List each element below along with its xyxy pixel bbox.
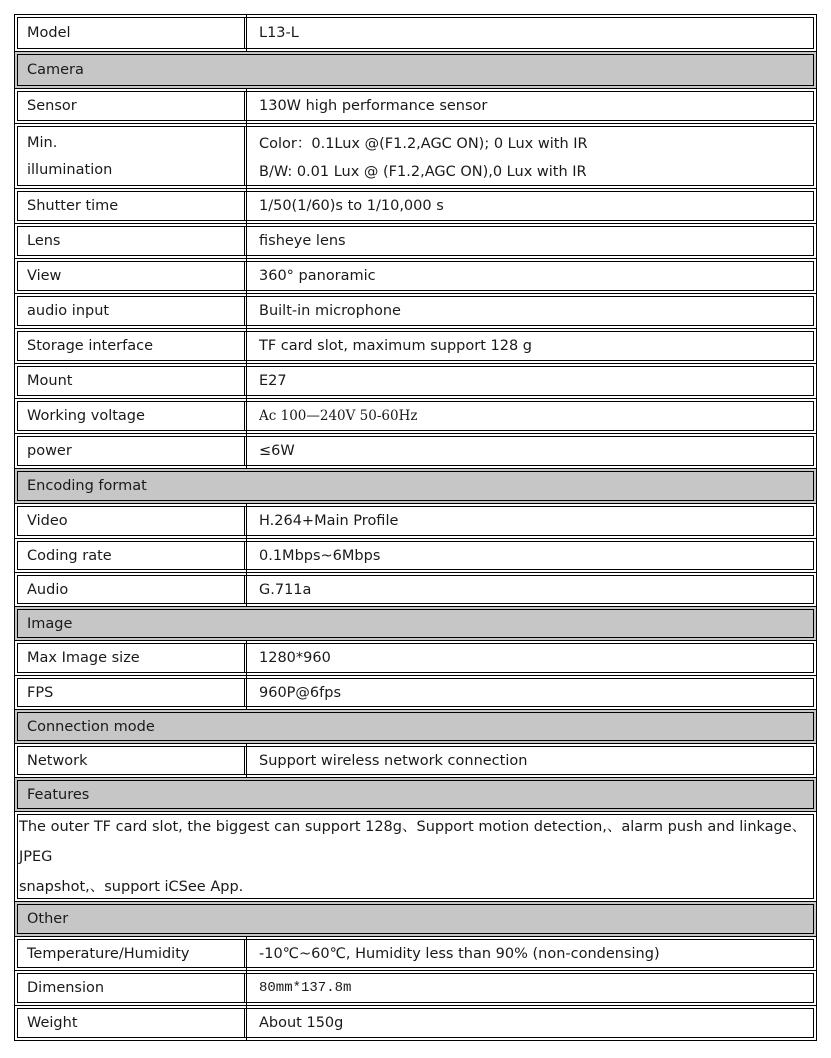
row-sensor bbox=[15, 89, 816, 124]
label-coding-rate: Coding rate bbox=[15, 539, 247, 572]
label-min-illumination-line1: Min. bbox=[27, 134, 58, 151]
value-temperature-humidity: -10℃~60℃, Humidity less than 90% (non-condensing) bbox=[259, 945, 660, 962]
label-sensor: Sensor bbox=[15, 89, 247, 123]
value-min-illumination bbox=[247, 124, 816, 188]
label-network: Network bbox=[15, 744, 247, 777]
label-fps: FPS bbox=[15, 676, 247, 709]
spec-table bbox=[14, 14, 817, 1041]
label-max-image-size: Max Image size bbox=[15, 641, 247, 675]
label-audio-input: audio input bbox=[15, 294, 247, 328]
value-network: Support wireless network connection bbox=[259, 752, 528, 769]
row-features-description bbox=[15, 812, 816, 902]
row-working-voltage bbox=[15, 399, 816, 434]
label-video: Video bbox=[15, 504, 247, 538]
row-fps bbox=[15, 676, 816, 710]
section-title-other: Other bbox=[27, 911, 69, 927]
section-image bbox=[15, 607, 816, 641]
value-storage-interface: TF card slot, maximum support 128 g bbox=[259, 338, 532, 354]
features-line-1: The outer TF card slot, the biggest can support 128g、Support motion detection,、alarm push and linkage、JPEG bbox=[19, 818, 807, 865]
section-features bbox=[15, 778, 816, 812]
value-view: 360° panoramic bbox=[259, 268, 376, 284]
value-model: L13-L bbox=[259, 25, 299, 41]
label-dimension: Dimension bbox=[15, 971, 247, 1005]
row-max-image-size bbox=[15, 641, 816, 676]
section-title-features: Features bbox=[27, 786, 90, 803]
value-shutter-time: 1/50(1/60)s to 1/10,000 s bbox=[259, 198, 444, 214]
row-coding-rate bbox=[15, 539, 816, 573]
label-model: Model bbox=[15, 15, 247, 51]
label-min-illumination-line2: illumination bbox=[27, 161, 113, 178]
row-video bbox=[15, 504, 816, 539]
value-power: ≤6W bbox=[259, 443, 295, 459]
label-weight: Weight bbox=[15, 1006, 247, 1040]
label-shutter-time: Shutter time bbox=[15, 189, 247, 223]
value-fps: 960P@6fps bbox=[259, 684, 342, 701]
section-other bbox=[15, 902, 816, 937]
label-lens: Lens bbox=[15, 224, 247, 258]
row-model bbox=[15, 15, 816, 52]
label-temperature-humidity: Temperature/Humidity bbox=[15, 937, 247, 970]
row-storage-interface bbox=[15, 329, 816, 364]
row-temperature-humidity bbox=[15, 937, 816, 971]
row-shutter-time bbox=[15, 189, 816, 224]
row-dimension bbox=[15, 971, 816, 1006]
label-view: View bbox=[15, 259, 247, 293]
value-audio: G.711a bbox=[259, 581, 312, 598]
row-weight bbox=[15, 1006, 816, 1040]
value-weight: About 150g bbox=[259, 1015, 344, 1031]
value-sensor: 130W high performance sensor bbox=[259, 98, 488, 114]
row-network bbox=[15, 744, 816, 778]
section-connection-mode bbox=[15, 710, 816, 744]
features-description bbox=[15, 812, 816, 901]
row-min-illumination bbox=[15, 124, 816, 189]
section-camera bbox=[15, 52, 816, 89]
row-power bbox=[15, 434, 816, 469]
label-working-voltage: Working voltage bbox=[15, 399, 247, 433]
value-coding-rate: 0.1Mbps~6Mbps bbox=[259, 547, 381, 564]
value-max-image-size: 1280*960 bbox=[259, 650, 331, 666]
value-mount: E27 bbox=[259, 373, 287, 389]
section-title-camera: Camera bbox=[27, 62, 84, 78]
value-lens: fisheye lens bbox=[259, 233, 346, 249]
label-min-illumination bbox=[15, 124, 247, 188]
label-audio: Audio bbox=[15, 573, 247, 606]
value-min-illumination-bw: B/W: 0.01 Lux @ (F1.2,AGC ON),0 Lux with IR bbox=[259, 164, 587, 180]
value-dimension: 80mm*137.8m bbox=[259, 980, 352, 996]
label-power: power bbox=[15, 434, 247, 468]
row-mount bbox=[15, 364, 816, 399]
label-mount: Mount bbox=[15, 364, 247, 398]
row-view bbox=[15, 259, 816, 294]
section-encoding-format bbox=[15, 469, 816, 504]
value-working-voltage: Ac 100—240V 50-60Hz bbox=[259, 408, 418, 424]
label-storage-interface: Storage interface bbox=[15, 329, 247, 363]
value-min-illumination-color: Color：0.1Lux @(F1.2,AGC ON); 0 Lux with IR bbox=[259, 136, 588, 152]
row-lens bbox=[15, 224, 816, 259]
section-title-image: Image bbox=[27, 615, 73, 632]
features-line-2: snapshot,、support iCSee App. bbox=[19, 878, 244, 895]
section-title-encoding-format: Encoding format bbox=[27, 478, 147, 494]
section-title-connection-mode: Connection mode bbox=[27, 718, 155, 735]
value-audio-input: Built-in microphone bbox=[259, 303, 401, 319]
row-audio bbox=[15, 573, 816, 607]
row-audio-input bbox=[15, 294, 816, 329]
value-video: H.264+Main Profile bbox=[259, 513, 399, 529]
